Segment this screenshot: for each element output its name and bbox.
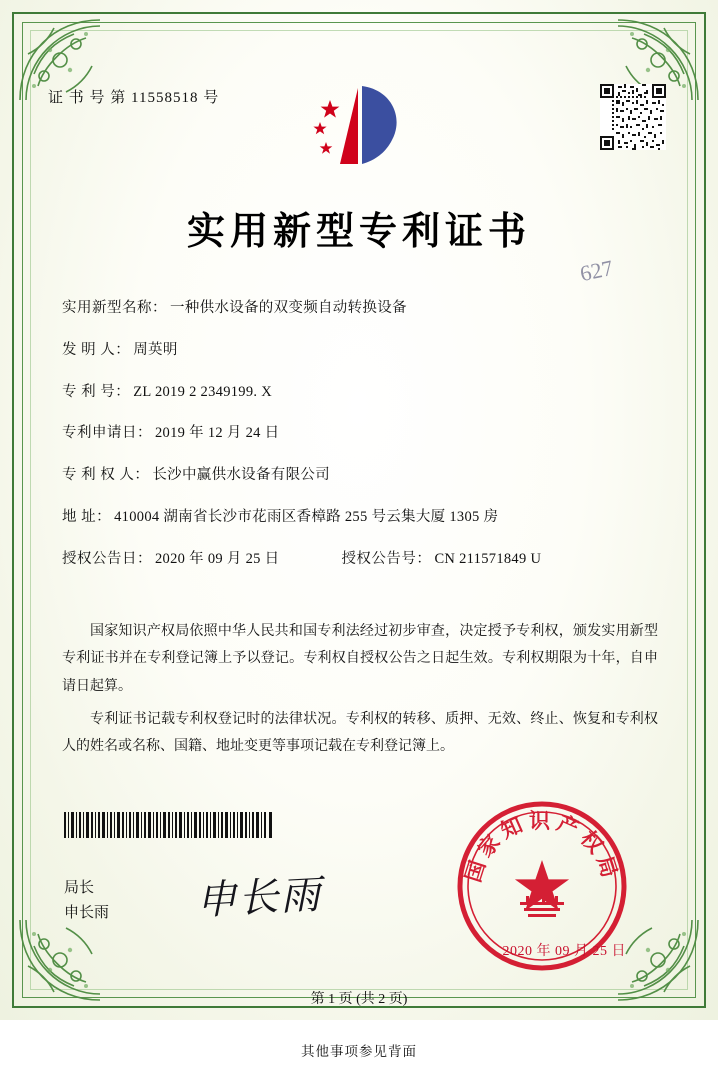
field-label-grant-number: 授权公告号： (341, 550, 432, 567)
seal-date: 2020 年 09 月 25 日 (502, 944, 626, 959)
field-value: 周英明 (133, 341, 178, 358)
barcode (64, 812, 274, 838)
field-value: 410004 湖南省长沙市花雨区香樟路 255 号云集大厦 1305 房 (114, 508, 499, 525)
page-title: 实用新型专利证书 (186, 211, 531, 253)
field-list (62, 298, 662, 590)
field-label: 发 明 人： (62, 341, 131, 358)
field-value: 长沙中赢供水设备有限公司 (152, 467, 330, 483)
signature-labels (64, 876, 109, 926)
page-number: 第 1 页 (共 2 页) (310, 992, 408, 1007)
svg-text:国家知识产权局: 国家知识产权局 (460, 809, 624, 886)
director-title-label: 局长 (64, 880, 95, 896)
field-value: 2019 年 12 月 24 日 (155, 425, 280, 442)
field-label: 专利申请日： (62, 425, 152, 442)
director-name-label: 申长雨 (64, 904, 110, 921)
certificate-number: 证 书 号 第 11558518 号 (48, 90, 220, 106)
field-value-grant-date: 2020 年 09 月 25 日 (155, 550, 280, 567)
body-text (62, 618, 658, 766)
handwritten-annotation: 627 (577, 254, 616, 287)
field-value: 一种供水设备的双变频自动转换设备 (170, 300, 407, 316)
field-row-inventor (62, 340, 662, 362)
field-label: 实用新型名称： (62, 300, 167, 316)
field-label: 地 址： (62, 508, 112, 525)
field-row-application-date (62, 423, 662, 445)
paragraph-2: 专利证书记载专利权登记时的法律状况。专利权的转移、质押、无效、终止、恢复和专利权人的姓名或名称、国籍、地址变更等事项记载在专利登记簿上。 (62, 711, 658, 755)
paragraph-1: 国家知识产权局依照中华人民共和国专利法经过初步审查，决定授予专利权，颁发实用新型专利证书并在专利登记簿上予以登记。专利权自授权公告之日起生效。专利权期限为十年，自申请日起算。 (62, 624, 658, 694)
field-label: 专 利 权 人： (62, 467, 150, 483)
field-row-patent-number (62, 382, 662, 404)
field-value-grant-number: CN 211571849 U (434, 550, 542, 567)
field-row-utility-model-name (62, 298, 662, 320)
field-row-address (62, 507, 662, 529)
cnipa-logo-icon (300, 78, 410, 170)
field-label: 专 利 号： (62, 383, 131, 400)
field-value: ZL 2019 2 2349199. X (133, 383, 273, 400)
qr-code (600, 84, 666, 150)
field-label-grant-date: 授权公告日： (62, 550, 152, 567)
director-signature: 申长雨 (195, 871, 324, 924)
footnote: 其他事项参见背面 (301, 1044, 417, 1059)
field-row-grant-announcement (62, 549, 662, 571)
field-row-patentee (62, 465, 662, 487)
